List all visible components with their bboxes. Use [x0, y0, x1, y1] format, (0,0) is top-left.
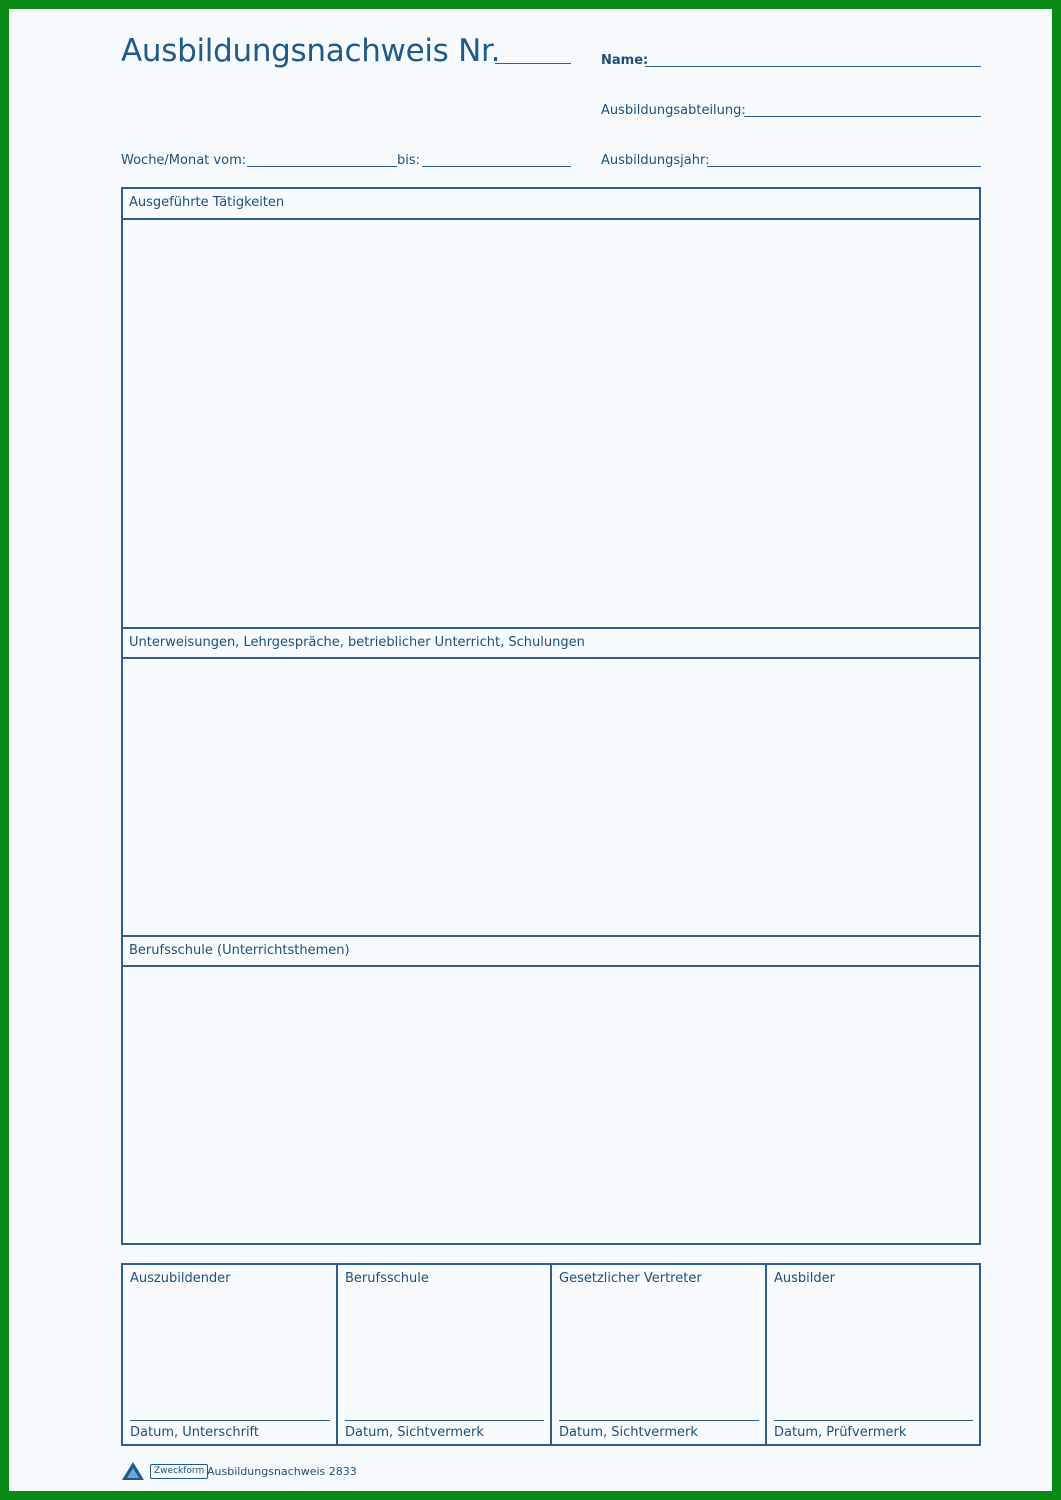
divider	[123, 935, 979, 937]
divider	[123, 627, 979, 629]
signature-line	[345, 1420, 544, 1421]
instruction-heading: Unterweisungen, Lehrgespräche, betrieblicher Unterricht, Schulungen	[129, 635, 585, 650]
signature-footer: Datum, Sichtvermerk	[559, 1425, 698, 1440]
until-label: bis:	[397, 153, 421, 168]
avery-logo-icon	[121, 1461, 145, 1481]
signature-guardian[interactable]	[552, 1265, 767, 1444]
signature-title: Ausbilder	[774, 1271, 835, 1286]
week-until-field[interactable]	[422, 166, 571, 167]
signature-trainer[interactable]	[767, 1265, 979, 1444]
signature-title: Berufsschule	[345, 1271, 429, 1286]
signature-title: Gesetzlicher Vertreter	[559, 1271, 702, 1286]
report-form-box	[121, 187, 981, 1245]
brand-logo: Zweckform	[150, 1464, 208, 1479]
title-text: Ausbildungsnachweis Nr.	[121, 33, 501, 69]
signature-footer: Datum, Unterschrift	[130, 1425, 259, 1440]
signature-trainee[interactable]	[123, 1265, 338, 1444]
form-sheet	[9, 9, 1052, 1491]
activities-area[interactable]	[123, 220, 979, 627]
school-heading: Berufsschule (Unterrichtsthemen)	[129, 943, 350, 958]
signature-footer: Datum, Sichtvermerk	[345, 1425, 484, 1440]
school-area[interactable]	[123, 967, 979, 1243]
year-label: Ausbildungsjahr:	[601, 153, 710, 168]
activities-heading: Ausgeführte Tätigkeiten	[129, 195, 285, 210]
year-field[interactable]	[707, 166, 981, 167]
week-label: Woche/Monat vom:	[121, 153, 247, 168]
signature-box	[121, 1263, 981, 1446]
signature-title: Auszubildender	[130, 1271, 231, 1286]
signature-school[interactable]	[338, 1265, 552, 1444]
week-from-field[interactable]	[247, 166, 397, 167]
report-number-field[interactable]	[495, 63, 571, 64]
department-field[interactable]	[744, 116, 981, 117]
page-title	[121, 33, 500, 69]
instruction-area[interactable]	[123, 659, 979, 935]
name-label: Name:	[601, 53, 649, 68]
product-name: Ausbildungsnachweis 2833	[207, 1465, 357, 1478]
signature-line	[774, 1420, 973, 1421]
signature-footer: Datum, Prüfvermerk	[774, 1425, 907, 1440]
signature-line	[130, 1420, 330, 1421]
name-field[interactable]	[645, 66, 981, 67]
department-label: Ausbildungsabteilung:	[601, 103, 746, 118]
signature-line	[559, 1420, 759, 1421]
